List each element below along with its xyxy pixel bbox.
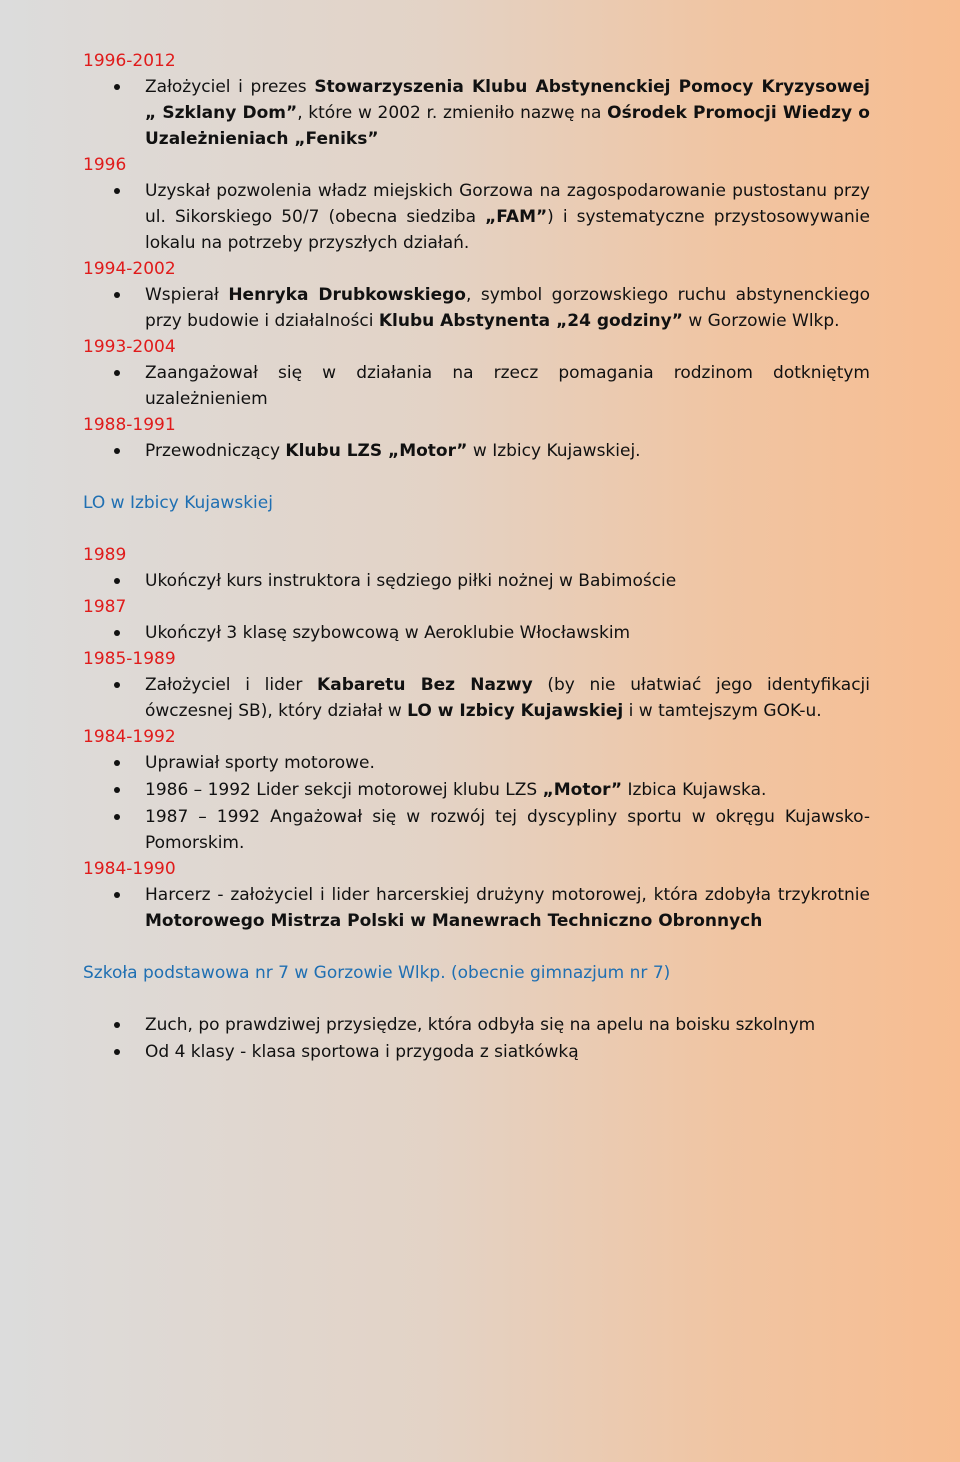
list-item [145,282,870,334]
bullet-list [83,882,870,934]
text-run: i w tamtejszym GOK-u. [623,701,822,721]
bold-text: Stowarzyszenia Klubu Abstynenckiej Pomocy Kryzysowej „ Szklany Dom” [145,77,870,123]
year-heading: 1996 [83,155,127,175]
text-run: Przewodniczący [145,441,286,461]
bold-text: „Motor” [542,780,623,800]
list-item [145,178,870,256]
text-run: 1987 – 1992 Angażował się w rozwój tej dyscypliny sportu w okręgu Kujawsko-Pomorskim. [145,807,870,853]
text-run: Od 4 klasy - klasa sportowa i przygoda z siatkówką [145,1042,579,1062]
text-run: ) i systematyczne przystosowywanie lokalu na potrzeby przyszłych działań. [145,207,870,253]
text-run: w Gorzowie Wlkp. [682,311,840,331]
text-run: Ukończył 3 klasę szybowcową w Aeroklubie Włocławskim [145,623,631,643]
text-run: Założyciel i prezes [145,77,315,97]
text-run: w Izbicy Kujawskiej. [467,441,641,461]
text-run: Wspierał [145,285,229,305]
timeline-block-community [83,48,870,464]
bold-text: LO w Izbicy Kujawskiej [407,701,624,721]
list-item [145,620,870,646]
year-heading: 1984-1990 [83,859,176,879]
year-heading: 1988-1991 [83,415,176,435]
bullet-list [83,750,870,856]
bold-text: Ośrodek Promocji Wiedzy o Uzależnieniach „Feniks” [145,103,870,149]
bold-text: Henryka Drubkowskiego [228,285,466,305]
bold-text: Klubu LZS „Motor” [285,441,468,461]
year-heading: 1989 [83,545,127,565]
text-run: , symbol gorzowskiego ruchu abstynenckiego przy budowie i działalności [145,285,871,331]
year-heading: 1994-2002 [83,259,176,279]
bullet-list [83,620,870,646]
text-run: Zaangażował się w działania na rzecz pomagania rodzinom dotkniętym uzależnieniem [145,363,870,409]
list-item [145,438,870,464]
text-run: Założyciel i lider [145,675,318,695]
text-run: , które w 2002 r. zmieniło nazwę na [297,103,608,123]
list-item [145,750,870,776]
list-item [145,360,870,412]
year-heading: 1996-2012 [83,51,176,71]
year-heading: 1987 [83,597,127,617]
text-run: Ukończył kurs instruktora i sędziego piłki nożnej w Babimoście [145,571,677,591]
bullet-list [83,282,870,334]
bullet-list [83,568,870,594]
bold-text: „FAM” [485,207,548,227]
section-heading-lo: LO w Izbicy Kujawskiej [83,493,273,513]
bullet-list [83,178,870,256]
list-item [145,777,870,803]
year-heading: 1985-1989 [83,649,176,669]
list-item [145,882,870,934]
timeline-block-school [83,542,870,934]
section-heading-primary-school: Szkoła podstawowa nr 7 w Gorzowie Wlkp. (obecnie gimnazjum nr 7) [83,963,671,983]
text-run: 1986 – 1992 Lider sekcji motorowej klubu LZS [145,780,543,800]
bold-text: Klubu Abstynenta „24 godziny” [378,311,683,331]
year-heading: 1993-2004 [83,337,176,357]
list-item [145,804,870,856]
bold-text: Kabaretu Bez Nazwy [317,675,533,695]
list-item [145,1039,870,1065]
bullet-list [83,74,870,152]
bullet-list [83,672,870,724]
year-heading: 1984-1992 [83,727,176,747]
text-run: Harcerz - założyciel i lider harcerskiej drużyny motorowej, która zdobyła trzykrotnie [145,885,870,905]
bullet-list [83,438,870,464]
bold-text: Motorowego Mistrza Polski w Manewrach Techniczno Obronnych [145,911,763,931]
text-run: Izbica Kujawska. [622,780,767,800]
text-run: Zuch, po prawdziwej przysiędze, która odbyła się na apelu na boisku szkolnym [145,1015,816,1035]
list-item [145,1012,870,1038]
text-run: Uprawiał sporty motorowe. [145,753,375,773]
primary-school-list [83,1012,870,1065]
text-run: Uzyskał pozwolenia władz miejskich Gorzowa na zagospodarowanie pustostanu przy ul. Sikorskiego 50/7 (obecna siedziba [145,181,870,227]
list-item [145,672,870,724]
bullet-list [83,360,870,412]
list-item [145,568,870,594]
text-run: (by nie ułatwiać jego identyfikacji ówczesnej SB), który działał w [145,675,870,721]
list-item [145,74,870,152]
